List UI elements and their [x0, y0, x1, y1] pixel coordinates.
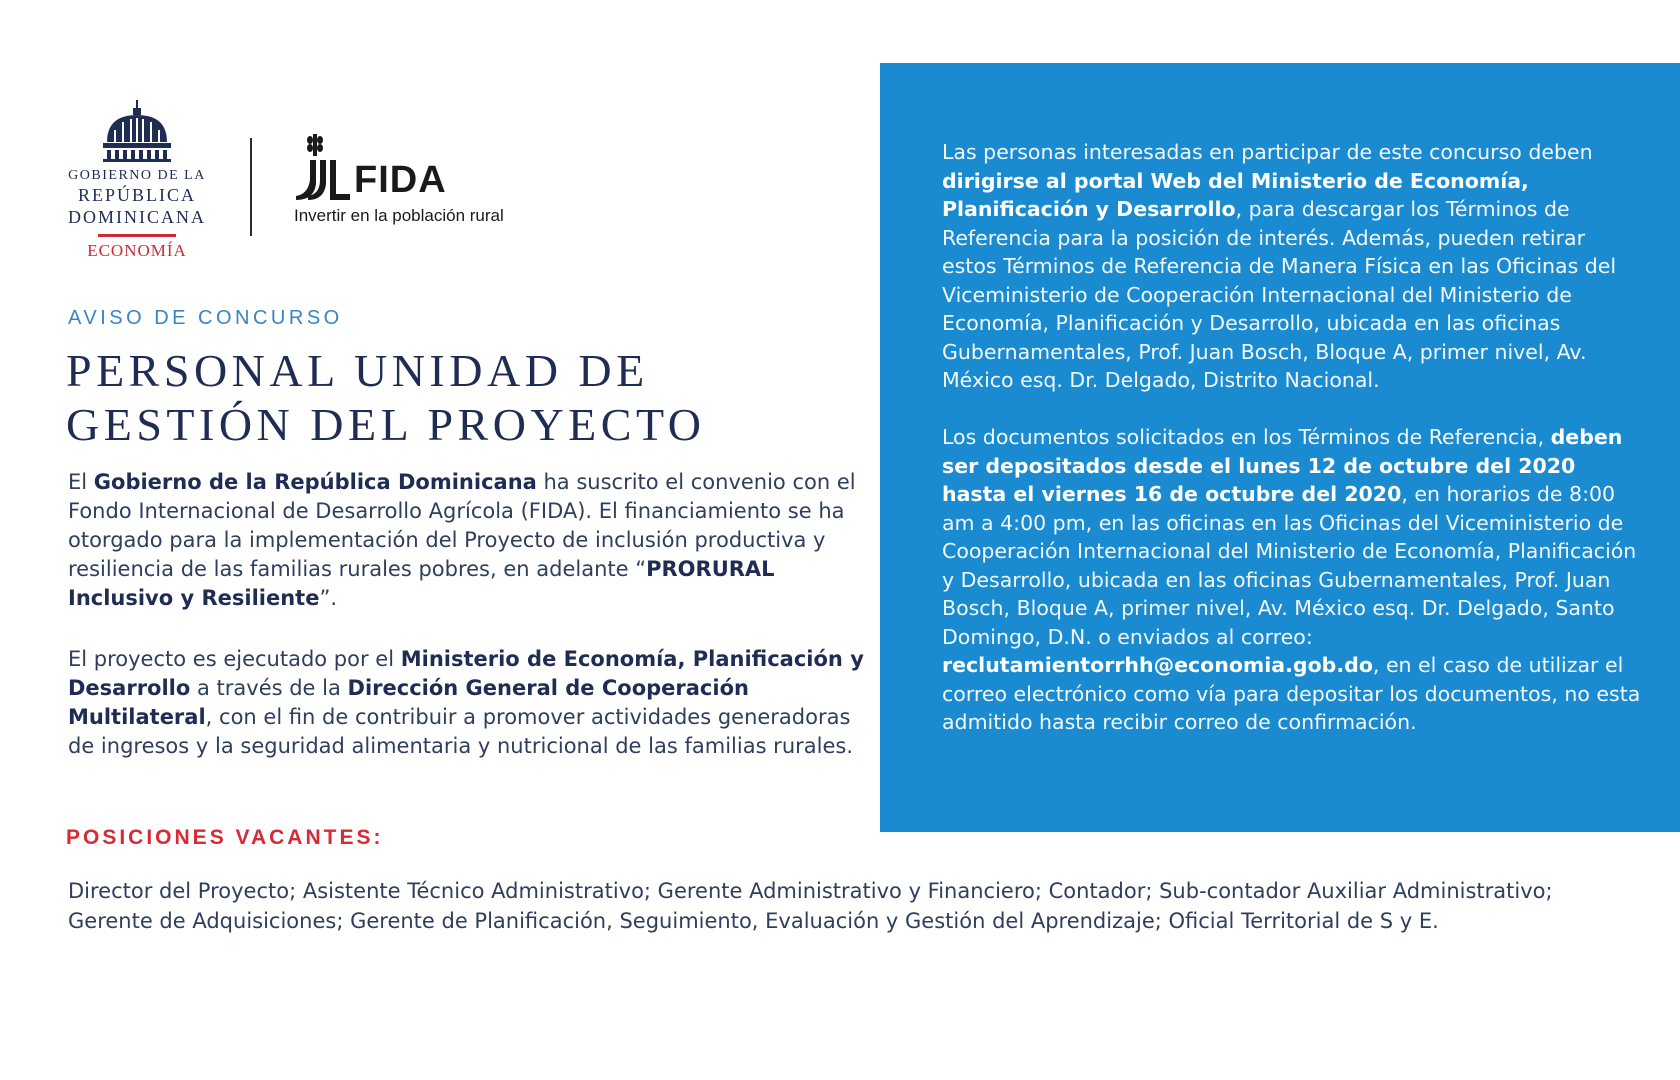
text-run: Los documentos solicitados en los Términos de Referencia, — [942, 425, 1551, 449]
vacancies-list: Director del Proyecto; Asistente Técnico Administrativo; Gerente Administrativo y Financiero; Contador; Sub-contador Auxiliar Administrativo; Gerente de Adquisiciones; Gerente de Planificación, Seguimiento, Evaluación y Gestión del Aprendizaje; Oficial Territorial de S y E. — [68, 879, 1553, 933]
dome-icon — [101, 100, 173, 162]
text-run: El — [68, 470, 94, 494]
fida-wheat-icon — [294, 134, 352, 200]
project-paragraph — [68, 645, 868, 761]
panel-paragraph-instructions — [942, 138, 1642, 395]
gov-logo — [62, 100, 212, 261]
text-run: ”. — [319, 586, 338, 610]
panel-paragraph-deadline — [942, 423, 1642, 737]
bold-text: deben ser depositados desde el lunes 12 de octubre del 2020 hasta el viernes 16 de octubre del 2020 — [942, 425, 1623, 506]
fida-logo-name: FIDA — [354, 159, 447, 201]
text-run: , para descargar los Términos de Referencia para la posición de interés. Además, pueden retirar estos Términos de Referencia de Manera Física en las Oficinas del Viceministerio de Cooperación Internacional del Ministerio de Economía, Planificación y Desarrollo, ubicada en las oficinas Gubernamentales, Prof. Juan Bosch, Bloque A, primer nivel, Av. México esq. Dr. Delgado, Distrito Nacional. — [942, 197, 1617, 392]
gov-logo-line3: DOMINICANA — [68, 207, 206, 227]
bold-text: dirigirse al portal Web del Ministerio de Economía, Planificación y Desarrollo — [942, 168, 1529, 221]
bold-text: Gobierno de la República Dominicana — [93, 470, 537, 494]
gov-logo-red-bar — [98, 234, 176, 237]
title-line-1: PERSONAL UNIDAD DE — [66, 345, 649, 396]
text-run: ha suscrito el convenio con el Fondo Internacional de Desarrollo Agrícola (FIDA). El financiamiento se ha otorgado para la implementación del Proyecto de inclusión productiva y resiliencia de las familias rurales pobres, en adelante “ — [68, 470, 856, 581]
text-run: , con el fin de contribuir a promover actividades generadoras de ingresos y la seguridad alimentaria y nutricional de las familias rurales. — [68, 705, 853, 758]
title-line-2: GESTIÓN DEL PROYECTO — [66, 399, 706, 450]
gov-logo-line2: REPÚBLICA — [77, 185, 196, 205]
text-run: , en el caso de utilizar el correo electrónico como vía para depositar los documentos, no esta admitido hasta recibir correo de confirmación. — [942, 653, 1641, 734]
fida-logo — [294, 134, 594, 226]
bold-text: Ministerio de Economía, Planificación y Desarrollo — [68, 647, 864, 700]
text-run: , en horarios de 8:00 am a 4:00 pm, en las oficinas en las Oficinas del Viceministerio de Cooperación Internacional del Ministerio de Economía, Planificación y Desarrollo, ubicada en las oficinas Gubernamentales, Prof. Juan Bosch, Bloque A, primer nivel, Av. México esq. Dr. Delgado, Santo Domingo, D.N. o enviados al correo: — [942, 482, 1637, 649]
page-title — [66, 344, 705, 452]
logo-divider — [250, 138, 252, 236]
gov-logo-dept: ECONOMÍA — [87, 241, 187, 260]
bold-text: reclutamientorrhh@economia.gob.do — [942, 653, 1373, 677]
intro-paragraph — [68, 468, 868, 613]
text-run: El proyecto es ejecutado por el — [68, 647, 401, 671]
bold-text: Dirección General de Cooperación Multilateral — [68, 676, 749, 729]
bold-text: PRORURAL Inclusivo y Resiliente — [68, 557, 775, 610]
text-run: Las personas interesadas en participar de este concurso deben — [942, 140, 1593, 164]
fida-logo-tagline: Invertir en la población rural — [294, 206, 504, 225]
vacancies-title: POSICIONES VACANTES: — [66, 826, 384, 849]
notice-label: AVISO DE CONCURSO — [68, 307, 343, 329]
gov-logo-line1: GOBIERNO DE LA — [68, 168, 206, 183]
text-run: a través de la — [190, 676, 348, 700]
